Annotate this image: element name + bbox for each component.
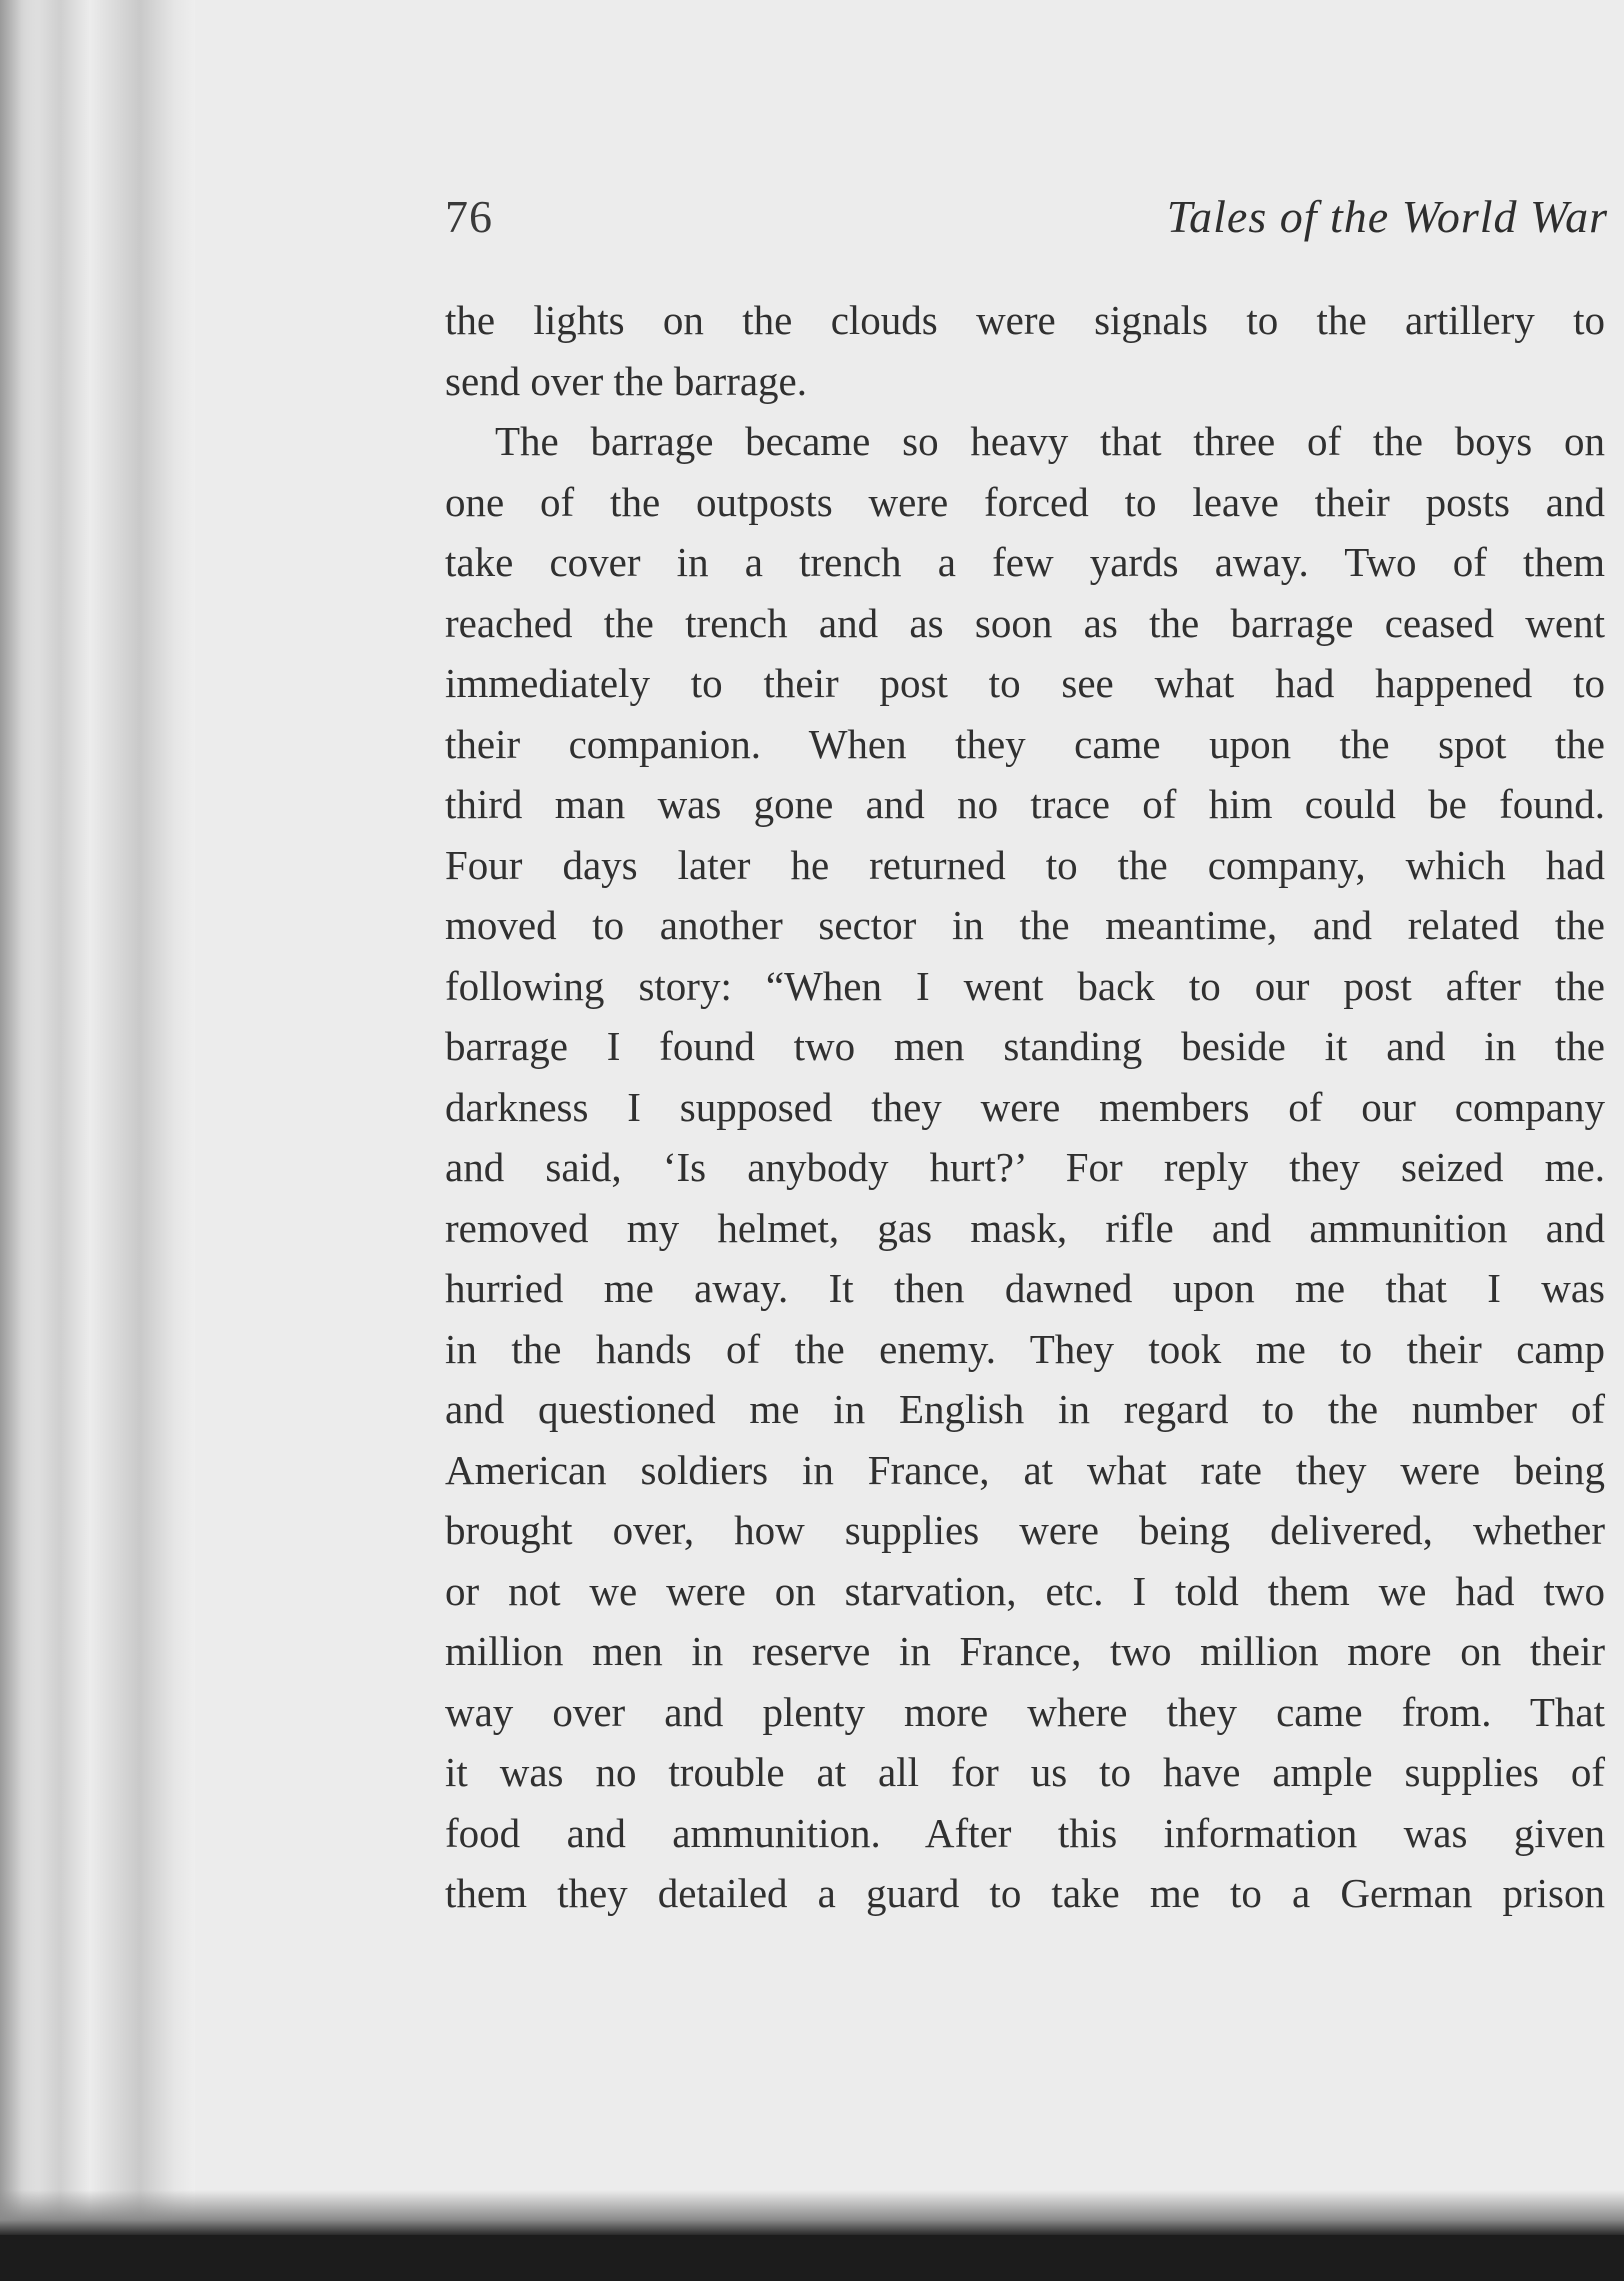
text-line: immediately to their post to see what had happened to: [445, 660, 1605, 706]
page-bottom-edge: [0, 2190, 1624, 2235]
text-line: The barrage became so heavy that three of the boys on: [495, 418, 1605, 464]
text-line: reached the trench and as soon as the barrage ceased went: [445, 599, 1605, 646]
text-line: it was no trouble at all for us to have ample supplies of: [445, 1749, 1605, 1795]
text-line: Four days later he returned to the company, which had: [445, 841, 1605, 888]
page-number: 76: [445, 191, 493, 242]
text-line: and questioned me in English in regard to the number of: [445, 1386, 1605, 1432]
text-line: take cover in a trench a few yards away. Two of them: [445, 539, 1605, 585]
text-line: or not we were on starvation, etc. I told them we had two: [445, 1567, 1605, 1614]
body-text: [445, 290, 1605, 1924]
text-line: moved to another sector in the meantime, and related the: [445, 902, 1605, 948]
text-line: third man was gone and no trace of him could be found.: [445, 781, 1605, 827]
text-line: removed my helmet, gas mask, rifle and ammunition and: [445, 1204, 1605, 1251]
text-line: them they detailed a guard to take me to a German prison: [445, 1870, 1605, 1916]
binding-gutter: [0, 0, 40, 2235]
text-line: one of the outposts were forced to leave their posts and: [445, 478, 1605, 525]
text-line: darkness I supposed they were members of our company: [445, 1083, 1605, 1130]
text-line: million men in reserve in France, two million more on their: [445, 1628, 1605, 1674]
text-line: brought over, how supplies were being delivered, whether: [445, 1507, 1605, 1553]
text-line: their companion. When they came upon the spot the: [445, 720, 1605, 767]
running-title: Tales of the World War: [1166, 191, 1608, 242]
text-line: and said, ‘Is anybody hurt?’ For reply they seized me.: [445, 1144, 1605, 1190]
text-line: food and ammunition. After this information was given: [445, 1809, 1605, 1856]
text-line: send over the barrage.: [445, 357, 807, 404]
text-line: barrage I found two men standing beside it and in the: [445, 1023, 1605, 1069]
text-line: American soldiers in France, at what rate they were being: [445, 1446, 1605, 1493]
text-line: in the hands of the enemy. They took me to their camp: [445, 1325, 1605, 1372]
text-line: the lights on the clouds were signals to the artillery to: [445, 297, 1605, 343]
text-line: way over and plenty more where they came from. That: [445, 1688, 1605, 1735]
text-line: hurried me away. It then dawned upon me that I was: [445, 1265, 1605, 1311]
text-line: following story: “When I went back to our post after the: [445, 962, 1605, 1009]
